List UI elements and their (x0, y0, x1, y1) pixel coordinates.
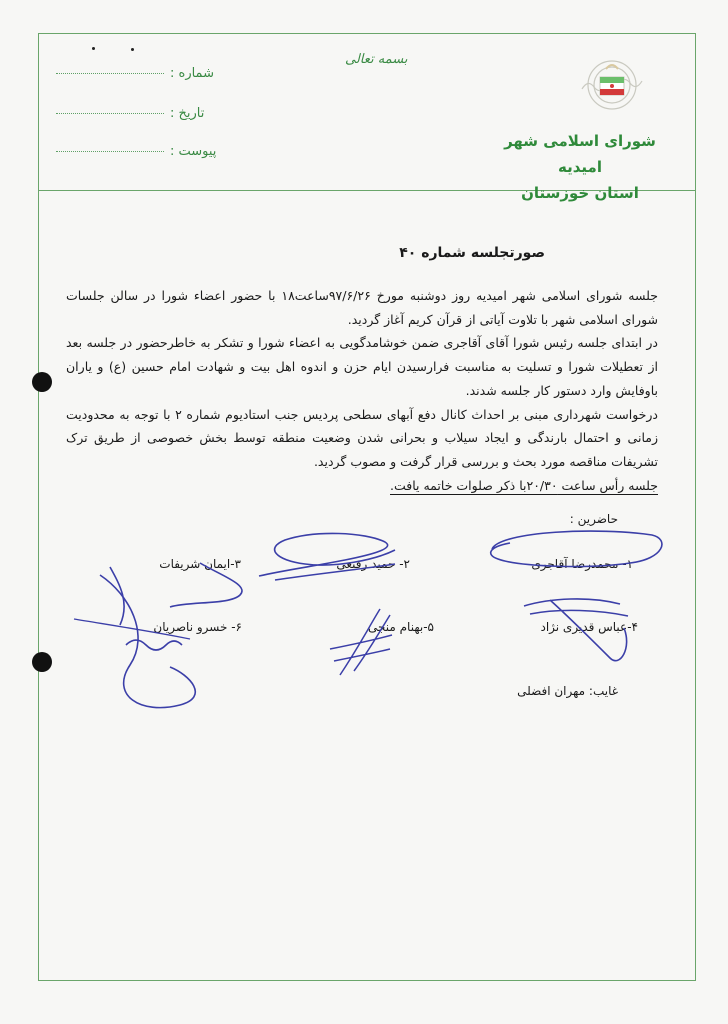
paragraph: درخواست شهرداری مبنی بر احداث کانال دفع آبهای سطحی پردیس جنب استادیوم شماره ۲ با توجه به محدودیت زمانی و احتمال بارندگی و ایجاد سیلاب و بحرانی شدن وضعیت منطقه توسط بخش خصوصی از طریق ترک تشریفات مناقصه مورد بحث و بررسی قرار گرفت و مصوب گردید. (66, 406, 658, 469)
member-2: ۲- حمید رفیعی (336, 557, 410, 571)
council-header (480, 128, 680, 206)
speck (131, 48, 134, 51)
signature-3 (70, 555, 270, 725)
member-1: ۱- محمدرضا آقاجری (531, 557, 633, 571)
speck (92, 47, 95, 50)
member-3: ۳-ایمان شریفات (159, 557, 241, 571)
attendees-label: حاضرین : (569, 512, 618, 526)
paragraph: جلسه شورای اسلامی شهر امیدیه روز دوشنبه مورخ ۹۷/۶/۲۶ساعت۱۸ با حضور اعضاء شورا در سالن جلسات شورای اسلامی شهر با تلاوت آیاتی از قرآن کریم آغاز گردید. (66, 288, 658, 327)
member-5: ۵-بهنام منجی (368, 620, 434, 634)
document-title: صورتجلسه شماره ۴۰ (399, 245, 545, 261)
absent-member: غایب: مهران افضلی (517, 684, 618, 698)
binder-hole-icon (32, 652, 52, 672)
number-field: شماره : (56, 66, 214, 81)
iran-emblem-icon (572, 55, 652, 115)
signature-1 (480, 525, 670, 575)
paragraph: جلسه رأس ساعت ۲۰/۳۰با ذکر صلوات خاتمه یافت. (390, 477, 658, 493)
province-name: استان خوزستان (521, 184, 639, 202)
signature-2 (255, 520, 405, 590)
member-6: ۶- خسرو ناصریان (153, 620, 242, 634)
binder-hole-icon (32, 372, 52, 392)
attachment-field: پیوست : (56, 144, 216, 159)
signature-4 (520, 588, 640, 673)
member-4: ۴-عباس قدیری نژاد (540, 620, 638, 634)
document-body (66, 284, 658, 497)
date-field: تاریخ : (56, 106, 204, 121)
bismillah: بسمه تعالی (345, 52, 408, 67)
council-name: شورای اسلامی شهر امیدیه (504, 132, 656, 176)
signature-5 (320, 605, 400, 680)
paragraph: در ابتدای جلسه رئیس شورا آقای آقاجری ضمن خوشامدگویی به اعضاء شورا و تشکر به خاطرحضور در جلسه بعد از تعطیلات شورا و تسلیت به مناسبت فرارسیدن ایام حزن و اندوه اهل بیت و شهادت امام حسین (ع) و یاران باوفایش وارد دستور کار جلسه شدند. (66, 335, 658, 398)
